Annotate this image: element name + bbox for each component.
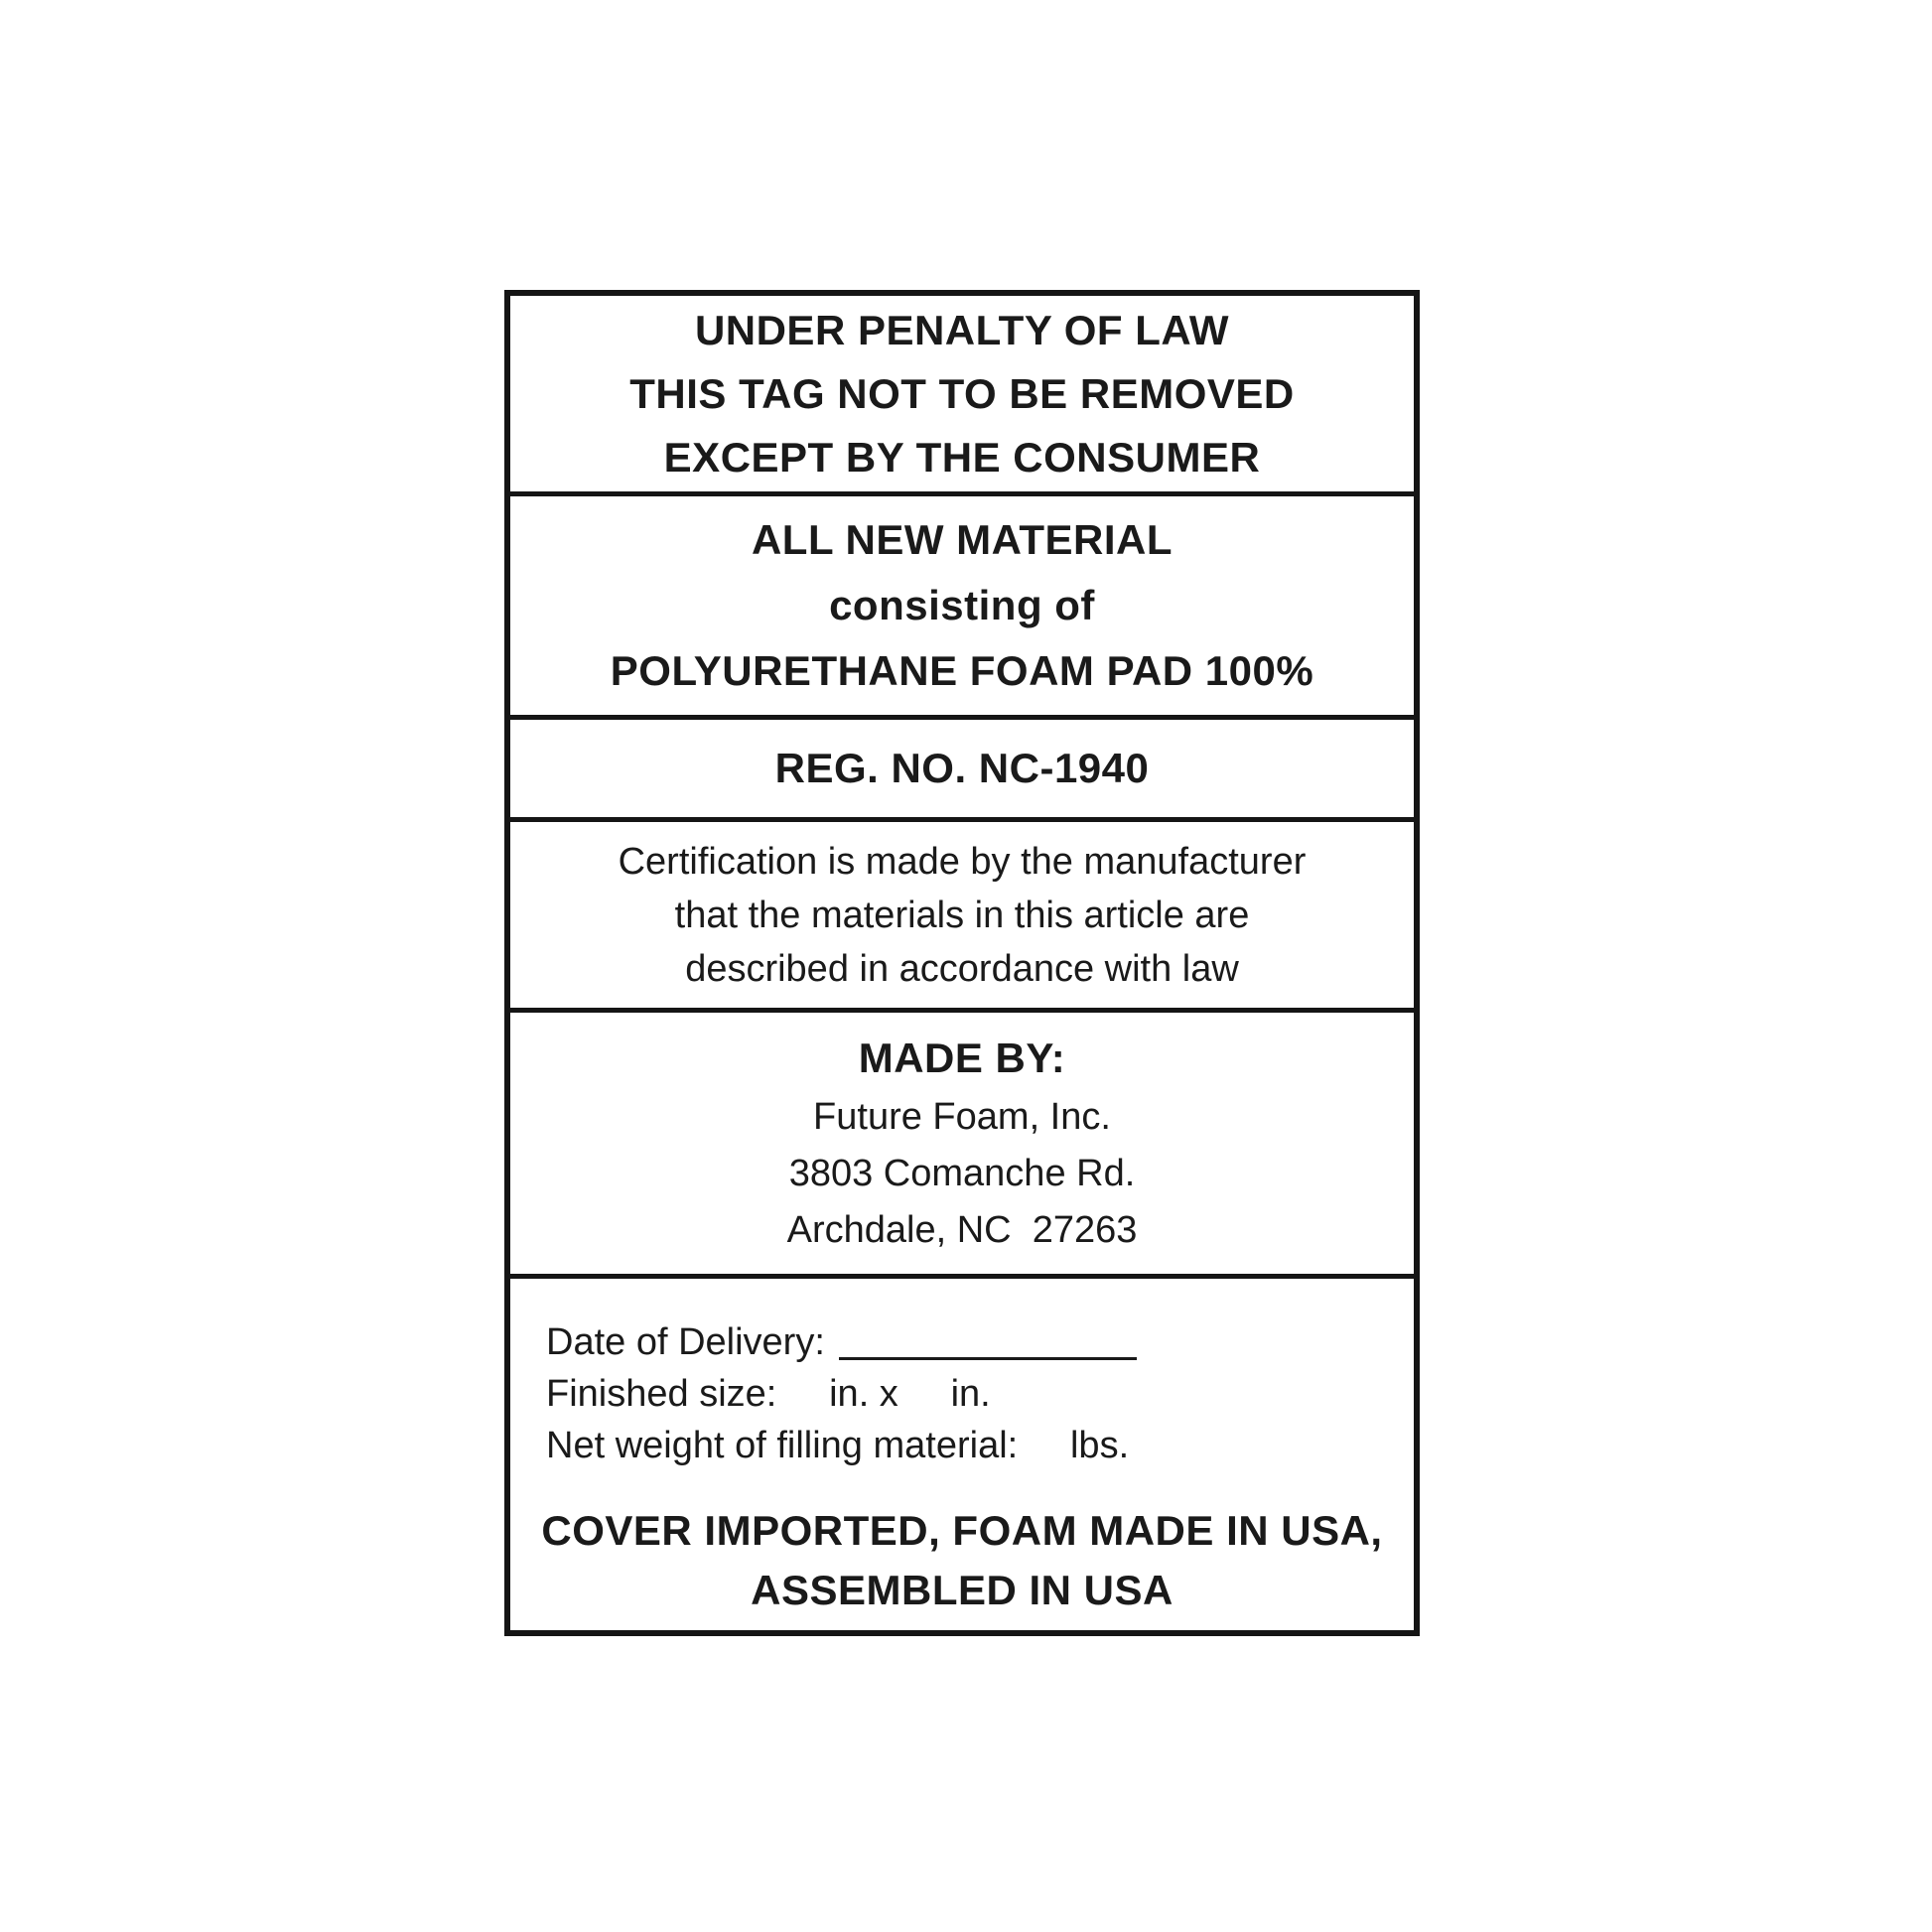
penalty-line: UNDER PENALTY OF LAW [694,306,1230,353]
penalty-line: EXCEPT BY THE CONSUMER [663,433,1261,481]
date-of-delivery-label: Date of Delivery: [546,1321,825,1363]
delivery-date-blank-line [839,1357,1137,1360]
reg-no-section [510,720,1414,822]
fill-in-lines [510,1316,1414,1471]
reg-no-text: REG. NO. NC-1940 [774,745,1150,791]
material-line: POLYURETHANE FOAM PAD 100% [610,647,1314,694]
penalty-line: THIS TAG NOT TO BE REMOVED [629,369,1295,417]
origin-line: ASSEMBLED IN USA [751,1567,1173,1613]
net-weight-line: Net weight of filling material: lbs. [546,1425,1130,1466]
penalty-section [510,296,1414,496]
date-of-delivery-line [546,1316,1414,1368]
manufacturer-name: Future Foam, Inc. [813,1096,1111,1138]
certification-line: that the materials in this article are [674,894,1250,936]
made-by-section [510,1013,1414,1279]
material-line: ALL NEW MATERIAL [751,516,1173,563]
origin-statement [510,1501,1414,1620]
manufacturer-city-state-zip: Archdale, NC 27263 [786,1209,1138,1251]
origin-line: COVER IMPORTED, FOAM MADE IN USA, [541,1507,1383,1554]
details-section [510,1279,1414,1630]
certification-section [510,822,1414,1013]
law-label-tag [504,290,1420,1636]
finished-size-line: Finished size: in. x in. [546,1373,991,1415]
certification-line: Certification is made by the manufacturer [618,840,1307,883]
material-line: consisting of [829,582,1095,628]
made-by-heading: MADE BY: [858,1035,1066,1081]
manufacturer-street: 3803 Comanche Rd. [788,1153,1136,1194]
material-section [510,496,1414,720]
certification-line: described in accordance with law [685,947,1239,990]
